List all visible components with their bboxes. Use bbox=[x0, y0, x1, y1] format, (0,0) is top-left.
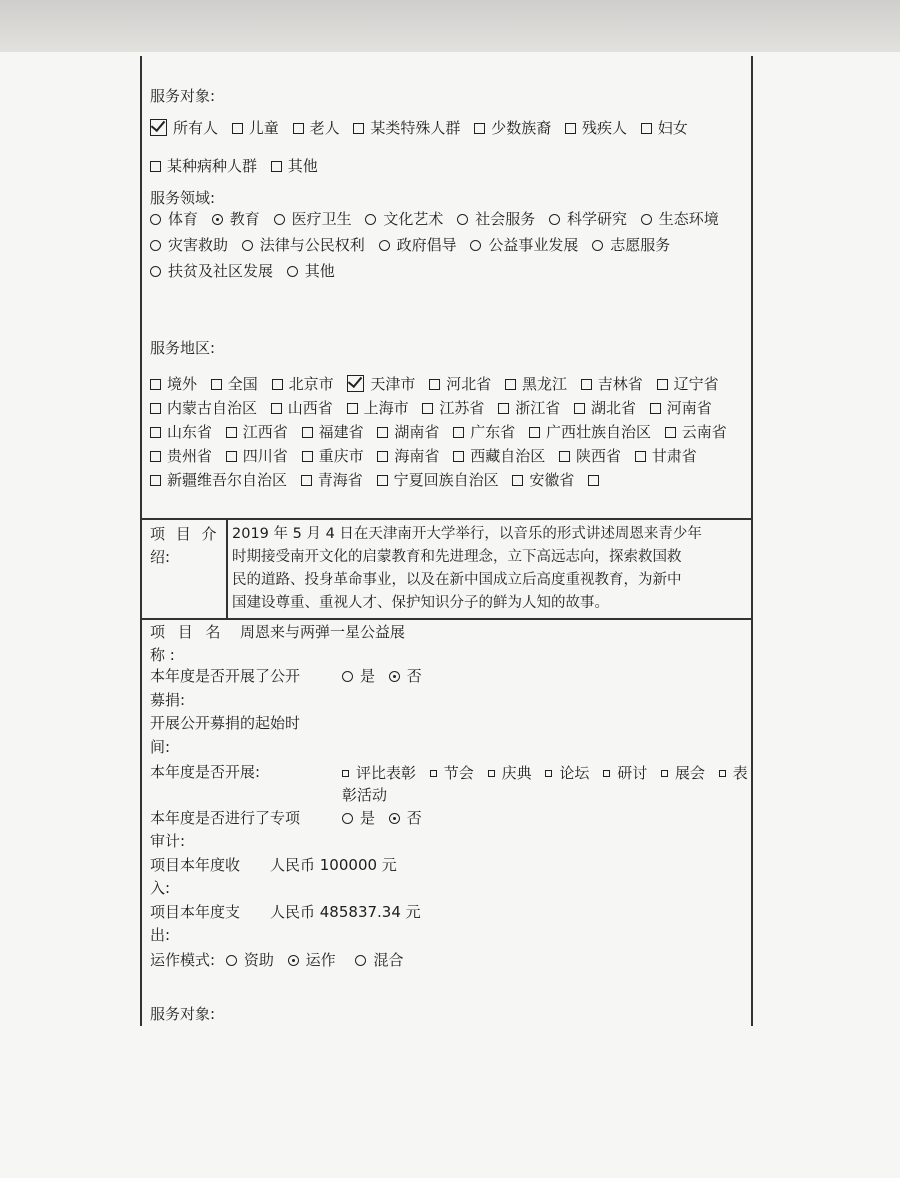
intro-text-line-3: 民的道路、投身革命事业，以及在新中国成立后高度重视教育，为新中 bbox=[232, 572, 682, 588]
checkbox-icon[interactable] bbox=[581, 379, 592, 390]
target-option[interactable]: 妇女 bbox=[641, 119, 688, 137]
table-left-border bbox=[140, 56, 142, 1026]
checkbox-icon[interactable] bbox=[559, 451, 570, 462]
radio-icon[interactable] bbox=[287, 266, 298, 277]
fundraise-start-label-line1: 开展公开募捐的起始时 bbox=[150, 714, 301, 732]
checkbox-icon[interactable] bbox=[429, 379, 440, 390]
table-right-border bbox=[751, 56, 753, 1026]
field-option[interactable]: 科学研究 bbox=[549, 210, 627, 228]
fundraise-label-line2: 募捐: bbox=[150, 691, 186, 709]
checkbox-icon[interactable] bbox=[661, 770, 668, 777]
target-option[interactable]: 某类特殊人群 bbox=[353, 119, 460, 137]
checkbox-icon[interactable] bbox=[150, 427, 161, 438]
intro-label-line1: 项 目 介 bbox=[150, 525, 220, 543]
region-option[interactable]: 广西壮族自治区 bbox=[529, 423, 651, 441]
mode-option[interactable]: 运作 bbox=[288, 951, 336, 969]
radio-icon[interactable] bbox=[355, 955, 366, 966]
checkbox-icon[interactable] bbox=[211, 379, 222, 390]
radio-icon[interactable] bbox=[470, 240, 481, 251]
checkbox-icon[interactable] bbox=[641, 123, 652, 134]
activity-option[interactable]: 表 bbox=[719, 764, 748, 782]
checkbox-checked-icon[interactable] bbox=[150, 119, 167, 136]
checkbox-icon[interactable] bbox=[377, 451, 388, 462]
region-option[interactable]: 宁夏回族自治区 bbox=[377, 471, 499, 489]
radio-icon[interactable] bbox=[150, 240, 161, 251]
service-target-label: 服务对象: bbox=[150, 87, 216, 105]
checkbox-icon[interactable] bbox=[498, 403, 509, 414]
radio-selected-icon[interactable] bbox=[389, 671, 400, 682]
region-option[interactable]: 贵州省 bbox=[150, 447, 212, 465]
project-name-value: 周恩来与两弹一星公益展 bbox=[240, 623, 406, 641]
region-option[interactable]: 海南省 bbox=[377, 447, 439, 465]
fundraise-no-option[interactable]: 否 bbox=[389, 667, 422, 685]
region-option[interactable]: 广东省 bbox=[453, 423, 515, 441]
radio-icon[interactable] bbox=[342, 671, 353, 682]
fundraise-options bbox=[342, 666, 431, 686]
activity-option[interactable]: 庆典 bbox=[488, 764, 532, 782]
checkbox-icon[interactable] bbox=[430, 770, 437, 777]
service-region-label: 服务地区: bbox=[150, 339, 216, 357]
service-field-label: 服务领域: bbox=[150, 189, 216, 207]
checkbox-icon[interactable] bbox=[650, 403, 661, 414]
scan-top-shadow bbox=[0, 0, 900, 52]
activity-option[interactable]: 研讨 bbox=[603, 764, 647, 782]
checkbox-icon[interactable] bbox=[453, 451, 464, 462]
checkbox-icon[interactable] bbox=[226, 427, 237, 438]
region-option[interactable]: 安徽省 bbox=[512, 471, 574, 489]
checkbox-icon[interactable] bbox=[665, 427, 676, 438]
radio-icon[interactable] bbox=[457, 214, 468, 225]
target-option[interactable]: 儿童 bbox=[232, 119, 279, 137]
audit-no-option[interactable]: 否 bbox=[389, 809, 422, 827]
region-option[interactable]: 山东省 bbox=[150, 423, 212, 441]
checkbox-icon[interactable] bbox=[342, 770, 349, 777]
region-option[interactable]: 江苏省 bbox=[422, 399, 484, 417]
checkbox-icon[interactable] bbox=[529, 427, 540, 438]
intro-label-line2: 绍: bbox=[150, 548, 171, 566]
radio-icon[interactable] bbox=[150, 266, 161, 277]
checkbox-icon[interactable] bbox=[302, 451, 313, 462]
operating-mode-row bbox=[150, 950, 412, 970]
project-name-label-line1: 项 目 名 bbox=[150, 623, 225, 641]
region-option[interactable]: 青海省 bbox=[301, 471, 363, 489]
region-option[interactable]: 福建省 bbox=[302, 423, 364, 441]
expense-value: 人民币 485837.34 元 bbox=[270, 903, 421, 921]
income-label-line2: 入: bbox=[150, 879, 171, 897]
region-option[interactable]: 河南省 bbox=[650, 399, 712, 417]
region-option[interactable]: 云南省 bbox=[665, 423, 727, 441]
target-option[interactable]: 残疾人 bbox=[565, 119, 627, 137]
checkbox-icon[interactable] bbox=[150, 379, 161, 390]
radio-icon[interactable] bbox=[150, 214, 161, 225]
field-option[interactable]: 文化艺术 bbox=[365, 210, 443, 228]
field-option[interactable]: 灾害救助 bbox=[150, 236, 228, 254]
checkbox-icon[interactable] bbox=[377, 475, 388, 486]
service-field-options bbox=[150, 206, 750, 284]
checkbox-icon[interactable] bbox=[377, 427, 388, 438]
target-option[interactable]: 老人 bbox=[293, 119, 340, 137]
mode-option[interactable]: 资助 bbox=[226, 951, 274, 969]
checkbox-icon[interactable] bbox=[565, 123, 576, 134]
radio-icon[interactable] bbox=[549, 214, 560, 225]
activity-option[interactable]: 评比表彰 bbox=[342, 764, 416, 782]
checkbox-icon[interactable] bbox=[512, 475, 523, 486]
field-option[interactable]: 教育 bbox=[212, 210, 260, 228]
target-option[interactable]: 某种病种人群 bbox=[150, 157, 257, 175]
audit-label-line1: 本年度是否进行了专项 bbox=[150, 809, 301, 827]
checkbox-icon[interactable] bbox=[353, 123, 364, 134]
checkbox-icon[interactable] bbox=[657, 379, 668, 390]
checkbox-icon[interactable] bbox=[232, 123, 243, 134]
income-value: 人民币 100000 元 bbox=[270, 856, 397, 874]
checkbox-icon[interactable] bbox=[453, 427, 464, 438]
checkbox-icon[interactable] bbox=[226, 451, 237, 462]
fundraise-start-label-line2: 间: bbox=[150, 738, 171, 756]
checkbox-icon[interactable] bbox=[150, 161, 161, 172]
radio-selected-icon[interactable] bbox=[389, 813, 400, 824]
target-option[interactable]: 少数族裔 bbox=[474, 119, 551, 137]
radio-icon[interactable] bbox=[641, 214, 652, 225]
checkbox-icon[interactable] bbox=[422, 403, 433, 414]
radio-icon[interactable] bbox=[365, 214, 376, 225]
radio-selected-icon[interactable] bbox=[288, 955, 299, 966]
region-option[interactable]: 新疆维吾尔自治区 bbox=[150, 471, 287, 489]
checkbox-icon[interactable] bbox=[635, 451, 646, 462]
region-option[interactable]: 陕西省 bbox=[559, 447, 621, 465]
region-option[interactable]: 甘肃省 bbox=[635, 447, 697, 465]
checkbox-icon[interactable] bbox=[603, 770, 610, 777]
region-option[interactable]: 天津市 bbox=[347, 375, 415, 393]
intro-text-line-1: 2019 年 5 月 4 日在天津南开大学举行，以音乐的形式讲述周恩来青少年 bbox=[232, 526, 702, 542]
region-option[interactable]: 江西省 bbox=[226, 423, 288, 441]
field-option[interactable]: 医疗卫生 bbox=[274, 210, 352, 228]
checkbox-icon[interactable] bbox=[150, 475, 161, 486]
operating-mode-label: 运作模式: bbox=[150, 951, 216, 969]
field-option[interactable]: 公益事业发展 bbox=[470, 236, 578, 254]
radio-icon[interactable] bbox=[274, 214, 285, 225]
checkbox-icon[interactable] bbox=[150, 403, 161, 414]
activity-option[interactable]: 论坛 bbox=[545, 764, 589, 782]
region-option[interactable]: 河北省 bbox=[429, 375, 491, 393]
region-option[interactable]: 四川省 bbox=[226, 447, 288, 465]
checkbox-icon[interactable] bbox=[505, 379, 516, 390]
checkbox-icon[interactable] bbox=[474, 123, 485, 134]
checkbox-icon[interactable] bbox=[271, 161, 282, 172]
intro-divider bbox=[226, 518, 228, 618]
field-option[interactable]: 法律与公民权利 bbox=[242, 236, 365, 254]
checkbox-icon[interactable] bbox=[488, 770, 495, 777]
region-option[interactable]: 山西省 bbox=[271, 399, 333, 417]
service-target-label-2: 服务对象: bbox=[150, 1005, 216, 1023]
mode-option[interactable]: 混合 bbox=[355, 951, 403, 969]
checkbox-icon[interactable] bbox=[293, 123, 304, 134]
checkbox-icon[interactable] bbox=[301, 475, 312, 486]
target-row-2 bbox=[150, 156, 327, 176]
activity-option[interactable]: 展会 bbox=[661, 764, 705, 782]
radio-icon[interactable] bbox=[379, 240, 390, 251]
activity-last-continued: 彰活动 bbox=[342, 786, 388, 804]
region-option[interactable]: 吉林省 bbox=[581, 375, 643, 393]
expense-label-line1: 项目本年度支 bbox=[150, 903, 241, 921]
region-option[interactable]: 上海市 bbox=[347, 399, 409, 417]
region-option[interactable]: 境外 bbox=[150, 375, 197, 393]
activities-label: 本年度是否开展: bbox=[150, 763, 261, 781]
row-divider-2 bbox=[140, 618, 752, 620]
checkbox-icon[interactable] bbox=[150, 451, 161, 462]
target-option[interactable]: 所有人 bbox=[150, 119, 218, 137]
field-option[interactable]: 政府倡导 bbox=[379, 236, 457, 254]
activity-option[interactable]: 节会 bbox=[430, 764, 474, 782]
target-option[interactable]: 其他 bbox=[271, 157, 318, 175]
region-option[interactable]: 湖南省 bbox=[377, 423, 439, 441]
region-option[interactable]: 北京市 bbox=[272, 375, 334, 393]
region-option[interactable]: 黑龙江 bbox=[505, 375, 567, 393]
checkbox-icon[interactable] bbox=[719, 770, 726, 777]
radio-selected-icon[interactable] bbox=[212, 214, 223, 225]
field-option[interactable]: 志愿服务 bbox=[592, 236, 670, 254]
field-option[interactable]: 生态环境 bbox=[641, 210, 719, 228]
region-option[interactable]: 内蒙古自治区 bbox=[150, 399, 257, 417]
region-option[interactable]: 湖北省 bbox=[574, 399, 636, 417]
checkbox-icon[interactable] bbox=[271, 403, 282, 414]
checkbox-icon[interactable] bbox=[347, 403, 358, 414]
region-option[interactable]: 重庆市 bbox=[302, 447, 364, 465]
checkbox-icon[interactable] bbox=[574, 403, 585, 414]
expense-label-line2: 出: bbox=[150, 926, 171, 944]
region-option[interactable]: 西藏自治区 bbox=[453, 447, 545, 465]
service-region-options bbox=[150, 372, 750, 492]
fundraise-label-line1: 本年度是否开展了公开 bbox=[150, 667, 301, 685]
radio-icon[interactable] bbox=[592, 240, 603, 251]
target-row-1 bbox=[150, 118, 697, 138]
project-name-label-line2: 称 : bbox=[150, 646, 175, 664]
audit-options bbox=[342, 808, 431, 828]
radio-icon[interactable] bbox=[342, 813, 353, 824]
audit-label-line2: 审计: bbox=[150, 832, 186, 850]
field-option[interactable]: 社会服务 bbox=[457, 210, 535, 228]
field-option[interactable]: 其他 bbox=[287, 262, 335, 280]
intro-text-line-4: 国建设尊重、重视人才、保护知识分子的鲜为人知的故事。 bbox=[232, 595, 609, 611]
region-option[interactable]: 全国 bbox=[211, 375, 258, 393]
checkbox-icon[interactable] bbox=[302, 427, 313, 438]
radio-icon[interactable] bbox=[242, 240, 253, 251]
intro-text-line-2: 时期接受南开文化的启蒙教育和先进理念，立下高远志向，探索救国救 bbox=[232, 549, 682, 565]
audit-yes-option[interactable]: 是 bbox=[342, 809, 375, 827]
row-divider-1 bbox=[140, 518, 752, 520]
field-option[interactable]: 扶贫及社区发展 bbox=[150, 262, 273, 280]
region-option[interactable]: 浙江省 bbox=[498, 399, 560, 417]
income-label-line1: 项目本年度收 bbox=[150, 856, 241, 874]
checkbox-icon[interactable] bbox=[588, 475, 599, 486]
activities-options bbox=[342, 763, 757, 783]
checkbox-icon[interactable] bbox=[272, 379, 283, 390]
radio-icon[interactable] bbox=[226, 955, 237, 966]
fundraise-yes-option[interactable]: 是 bbox=[342, 667, 375, 685]
checkbox-icon[interactable] bbox=[545, 770, 552, 777]
checkbox-checked-icon[interactable] bbox=[347, 375, 364, 392]
field-option[interactable]: 体育 bbox=[150, 210, 198, 228]
region-option[interactable]: 辽宁省 bbox=[657, 375, 719, 393]
